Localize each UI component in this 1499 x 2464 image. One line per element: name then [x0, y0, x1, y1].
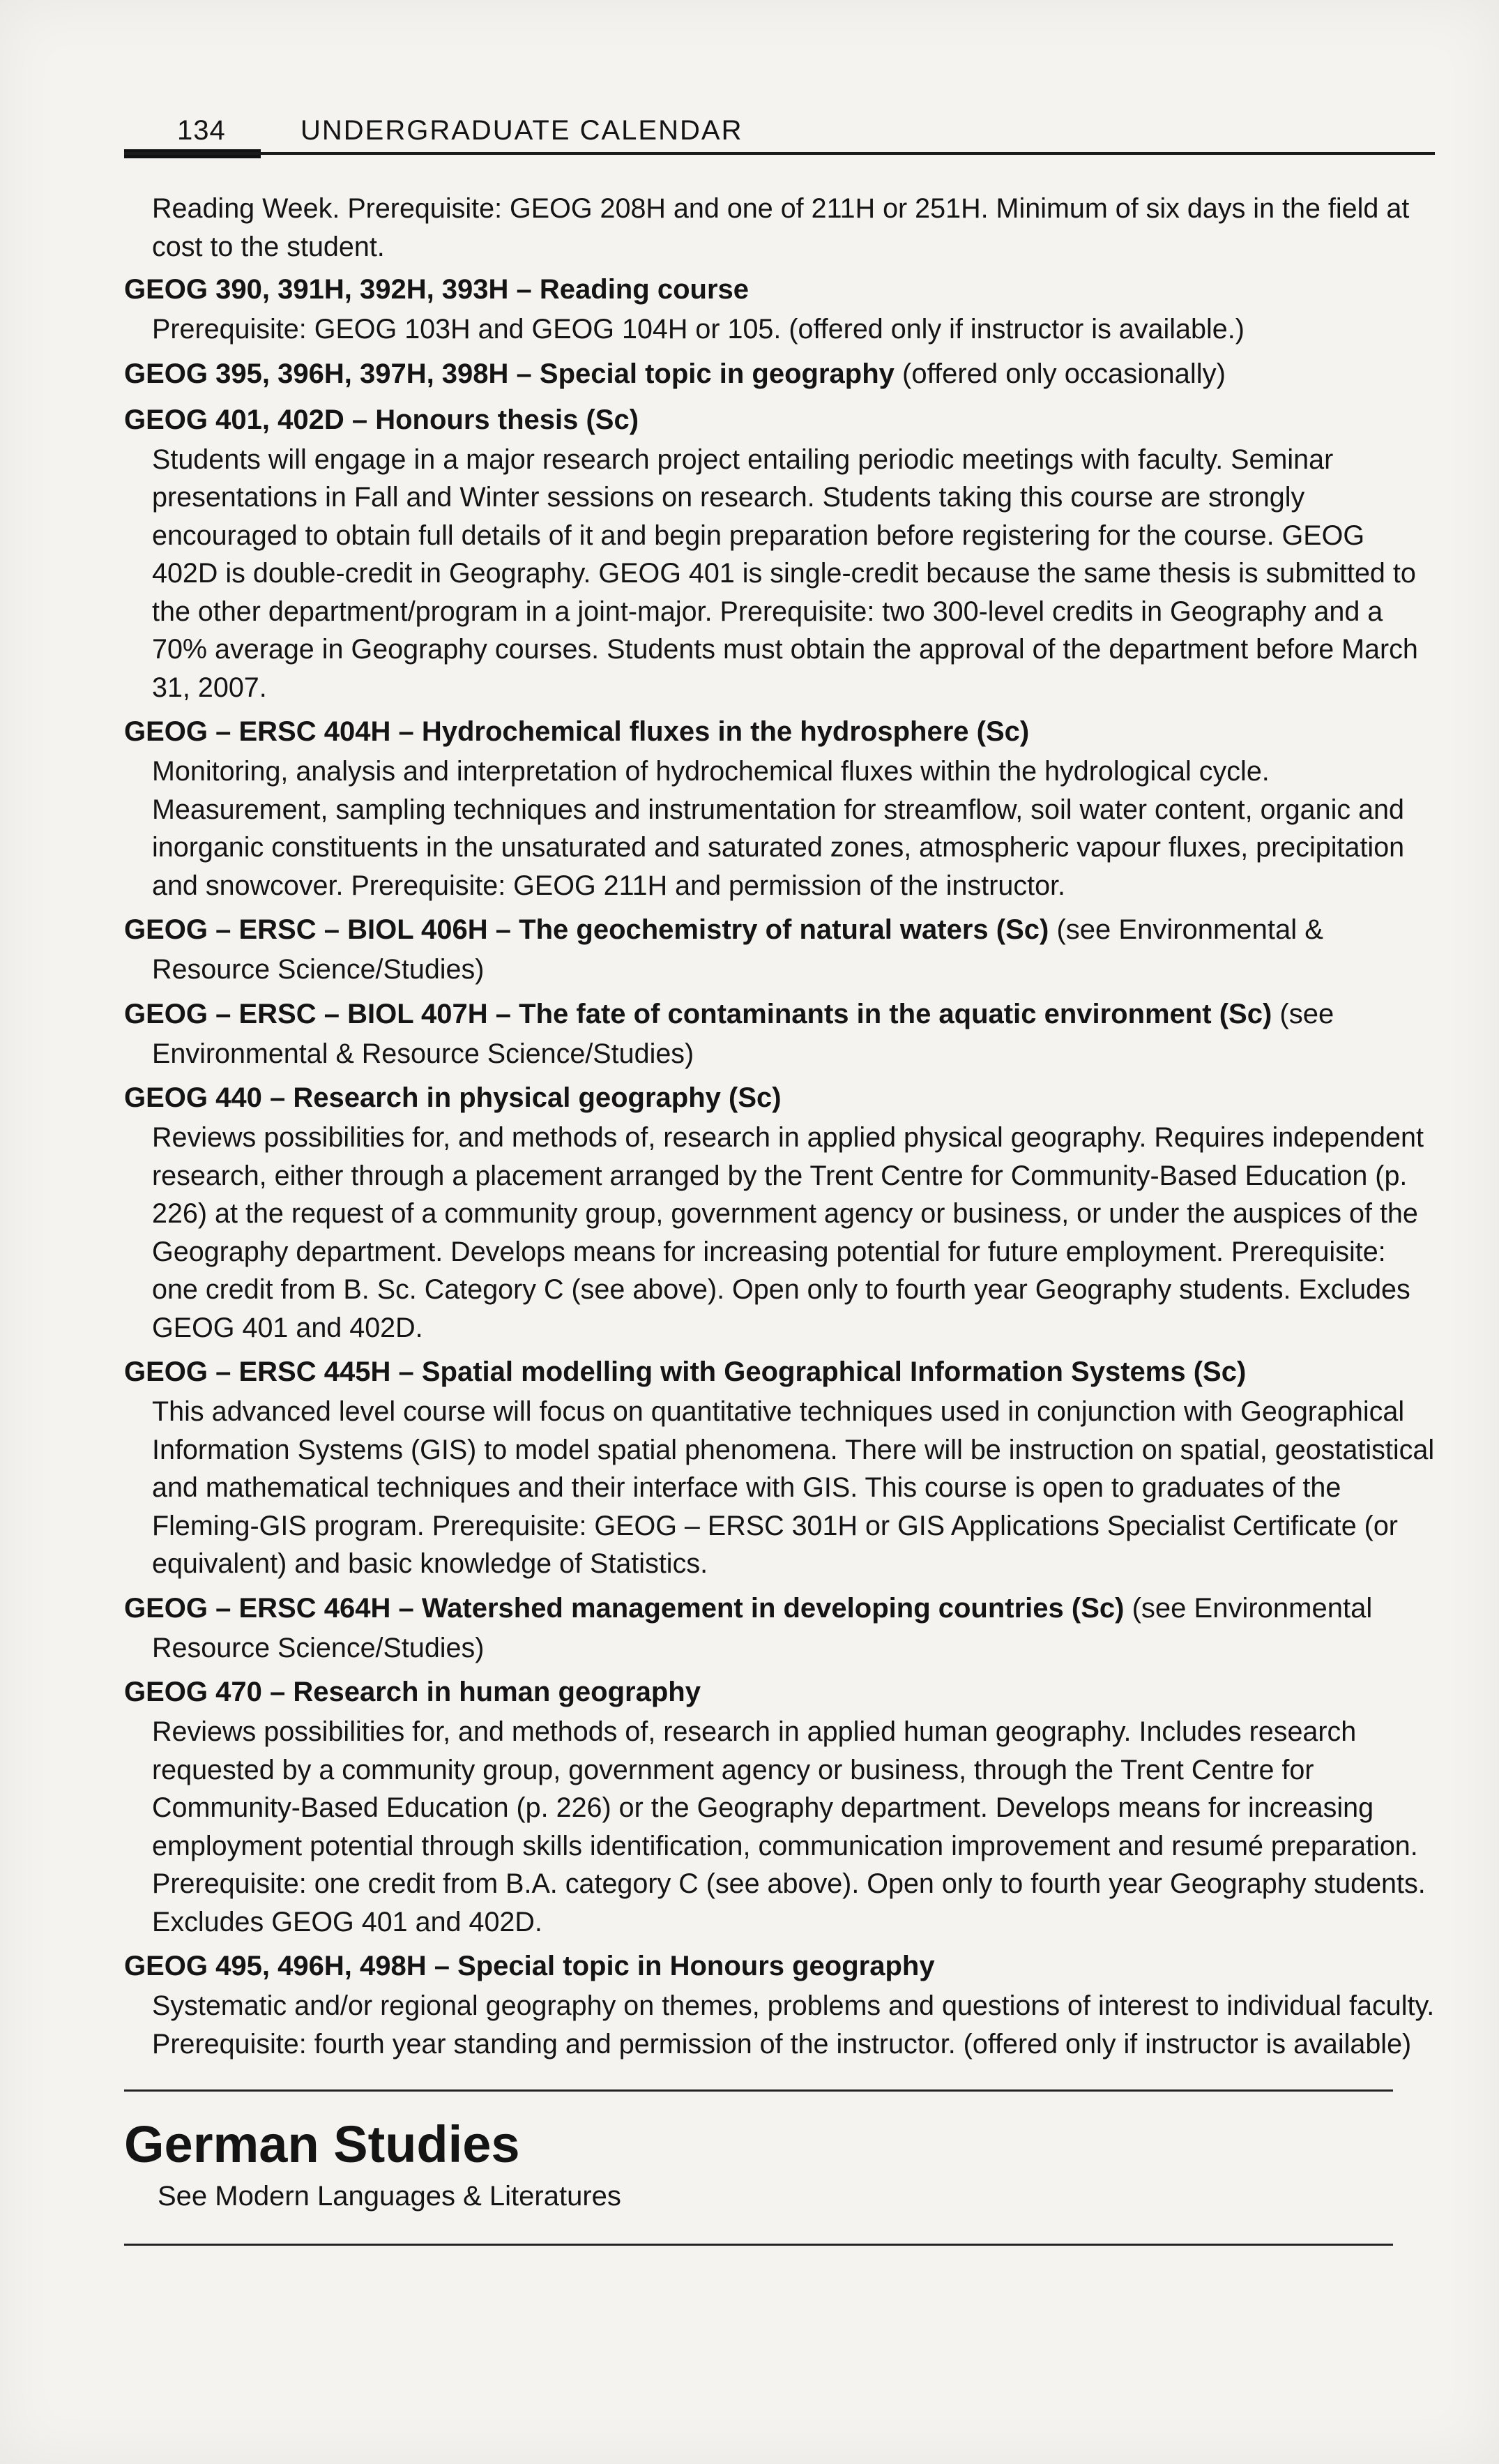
course-note: (see Environmental & [1056, 914, 1323, 945]
course-title: Research in human geography [293, 1677, 701, 1707]
course-description: Reviews possibilities for, and methods of, research in applied human geography. Includes research requested by a community group, government agency or business, through the Trent Centre for Community-Based Education (p. 226) or the Geography department. Develops means for increasing employment potential through skills identification, communication improvement and resumé preparation. Prerequisite: one credit from B.A. category C (see above). Open only to fourth year Geography students. Excludes GEOG 401 and 402D. [152, 1716, 1426, 1937]
section-cross-reference: See Modern Languages & Literatures [158, 2181, 621, 2212]
course-heading [124, 399, 1435, 441]
course-code: GEOG 470 – [124, 1677, 286, 1707]
course-entries [124, 269, 1435, 2063]
course-entry [124, 269, 1435, 349]
course-title: Research in physical geography (Sc) [293, 1082, 782, 1113]
course-note: (offered only occasionally) [902, 358, 1226, 389]
course-description: Prerequisite: GEOG 103H and GEOG 104H or 105. (offered only if instructor is available.) [152, 314, 1245, 345]
course-title: The geochemistry of natural waters (Sc) [519, 914, 1049, 945]
course-heading [124, 1351, 1435, 1393]
course-code: GEOG – ERSC 464H – [124, 1592, 414, 1624]
course-note: (see Environmental [1132, 1592, 1373, 1624]
course-description: Environmental & Resource Science/Studies) [152, 1038, 694, 1069]
course-heading [124, 1077, 1435, 1119]
course-title: Spatial modelling with Geographical Information Systems (Sc) [421, 1356, 1247, 1387]
course-listing [124, 190, 1435, 2246]
course-title: Watershed management in developing countries (Sc) [421, 1592, 1125, 1624]
course-entry [124, 909, 1435, 989]
course-title: Special topic in Honours geography [457, 1951, 935, 1981]
course-code: GEOG – ERSC – BIOL 407H – [124, 998, 512, 1029]
course-heading [124, 909, 1435, 951]
course-code: GEOG – ERSC 404H – [124, 716, 414, 747]
course-description: Monitoring, analysis and interpretation of hydrochemical fluxes within the hydrological cycle. Measurement, sampling techniques and instrumentation for streamflow, soil water content, organic and inorganic constituents in the unsaturated and saturated zones, atmospheric vapour fluxes, precipitation and snowcover. Prerequisite: GEOG 211H and permission of the instructor. [152, 756, 1405, 901]
course-description: Systematic and/or regional geography on themes, problems and questions of interest to individual faculty. Prerequisite: fourth year standing and permission of the instructor. (offered only if instructor is available) [152, 1990, 1435, 2059]
course-entry [124, 711, 1435, 905]
course-code: GEOG – ERSC 445H – [124, 1356, 414, 1387]
course-heading [124, 1945, 1435, 1987]
section-divider-bottom [124, 2244, 1393, 2246]
course-title: Special topic in geography [539, 358, 895, 389]
course-heading [124, 711, 1435, 753]
course-entry [124, 399, 1435, 707]
course-entry [124, 353, 1435, 395]
course-entry [124, 1945, 1435, 2063]
course-heading [124, 1587, 1435, 1629]
course-description: This advanced level course will focus on quantitative techniques used in conjunction with Geographical Information Systems (GIS) to model spatial phenomena. There will be instruction on spatial, geostatistical and mathematical techniques and their interface with GIS. This course is open to graduates of the Fleming-GIS program. Prerequisite: GEOG – ERSC 301H or GIS Applications Specialist Certificate (or equivalent) and basic knowledge of Statistics. [152, 1396, 1435, 1579]
course-entry [124, 1077, 1435, 1347]
continued-description: Reading Week. Prerequisite: GEOG 208H and one of 211H or 251H. Minimum of six days in the field at cost to the student. [152, 193, 1410, 262]
course-title: Reading course [539, 274, 749, 305]
course-heading [124, 993, 1435, 1035]
course-description: Resource Science/Studies) [152, 954, 485, 985]
course-heading [124, 1671, 1435, 1713]
course-note: (see [1279, 998, 1334, 1029]
course-title: Hydrochemical fluxes in the hydrosphere (Sc) [421, 716, 1030, 747]
section-title: German Studies [124, 2115, 520, 2173]
running-title: UNDERGRADUATE CALENDAR [300, 115, 743, 146]
course-entry [124, 993, 1435, 1073]
course-entry [124, 1671, 1435, 1941]
course-heading [124, 269, 1435, 310]
course-title: Honours thesis (Sc) [375, 404, 639, 435]
course-description: Reviews possibilities for, and methods of, research in applied physical geography. Requires independent research, either through a placement arranged by the Trent Centre for Community-Based Education (p. 226) at the request of a community group, government agency or business, or under the auspices of the Geography department. Develops means for increasing potential for future employment. Prerequisite: one credit from B. Sc. Category C (see above). Open only to fourth year Geography students. Excludes GEOG 401 and 402D. [152, 1122, 1424, 1343]
course-entry [124, 1587, 1435, 1668]
course-title: The fate of contaminants in the aquatic environment (Sc) [519, 998, 1272, 1029]
header-rule [124, 152, 1435, 155]
course-description: Students will engage in a major research project entailing periodic meetings with faculty. Seminar presentations in Fall and Winter sessions on research. Students taking this course are strongly encouraged to obtain full details of it and begin preparation before registering for the course. GEOG 402D is double-credit in Geography. GEOG 401 is single-credit because the same thesis is submitted to the other department/program in a joint-major. Prerequisite: two 300-level credits in Geography and a 70% average in Geography courses. Students must obtain the approval of the department before March 31, 2007. [152, 444, 1418, 703]
course-code: GEOG 401, 402D – [124, 404, 368, 435]
section-divider-top [124, 2089, 1393, 2092]
course-heading [124, 353, 1435, 395]
page-header [124, 113, 1435, 162]
course-code: GEOG – ERSC – BIOL 406H – [124, 914, 512, 945]
course-code: GEOG 495, 496H, 498H – [124, 1951, 450, 1981]
course-code: GEOG 440 – [124, 1082, 286, 1113]
course-entry [124, 1351, 1435, 1583]
course-code: GEOG 390, 391H, 392H, 393H – [124, 274, 532, 305]
course-code: GEOG 395, 396H, 397H, 398H – [124, 358, 532, 389]
course-description: Resource Science/Studies) [152, 1632, 485, 1663]
page-number: 134 [177, 115, 226, 146]
